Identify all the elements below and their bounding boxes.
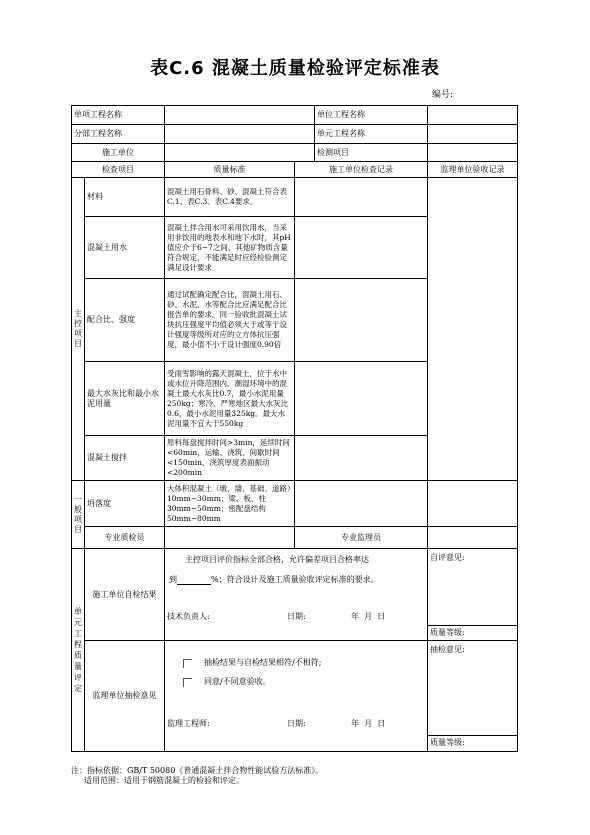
supervisor-engineer-sign-label: 监理工程师:: [167, 719, 210, 728]
evaluation-table: [71, 105, 518, 752]
col-standard: 质量标准: [165, 162, 295, 178]
spot-option1: 抽检结果与自检结果相符/不相符;: [183, 658, 321, 668]
spot-check-label: 监理单位抽检意见: [85, 641, 165, 752]
row-record-slump[interactable]: [295, 481, 428, 527]
row-item-water: 混凝土用水: [85, 217, 165, 279]
spot-option2: 同意/不同意验收。: [183, 677, 271, 687]
constructor-label: 施工单位: [72, 144, 165, 162]
main-group-label: 主 控 项 目: [72, 178, 85, 481]
supervisor-engineer-value[interactable]: [428, 527, 518, 549]
inspection-item-value[interactable]: [428, 144, 518, 162]
self-check-date-label: 日期:: [287, 612, 306, 621]
row-item-mixing: 混凝土搅拌: [85, 436, 165, 481]
doc-number-label: 编号:: [432, 90, 454, 100]
col-check-item: 检查项目: [72, 162, 165, 178]
division-value[interactable]: [165, 125, 315, 144]
evaluation-group-label: 单 元 工 程 质 量 评 定: [72, 549, 85, 752]
self-check-label: 施工单位自检结果: [85, 549, 165, 641]
row-record-materials[interactable]: [295, 178, 428, 217]
general-group-label: 一 般 项 目: [72, 481, 85, 549]
note-line1: 注：指标依据：GB/T 50080《普通混凝土拌合物性能试验方法标准》。: [71, 766, 324, 775]
row-standard-slump: 大体积混凝土（墩、墙、基础、道路）10mm~30mm；梁、板、柱30mm~50mm；密配盘结构50mm~80mm: [165, 481, 295, 527]
spot-check-content: [165, 641, 428, 752]
supervisor-record-general[interactable]: [428, 481, 518, 527]
option2-checkbox[interactable]: [183, 678, 192, 687]
row-standard-materials: 混凝土用石骨料、砂、混凝土符合表C.1、表C.3、表C.4要求。: [165, 178, 295, 217]
self-quality-grade-label: 质量等级:: [428, 625, 518, 640]
division-label: 分部工程名称: [72, 125, 165, 144]
pass-rate-blank[interactable]: [177, 576, 211, 585]
supervisor-engineer-label: 专业监理员: [295, 527, 428, 549]
quality-inspector-value[interactable]: [165, 527, 295, 549]
self-check-ymd: 年 月 日: [351, 612, 386, 621]
self-opinion-cell[interactable]: [428, 549, 518, 626]
sub-unit-project-label: 单位工程名称: [315, 106, 428, 125]
supervisor-record-main[interactable]: [428, 178, 518, 481]
row-record-mixing[interactable]: [295, 436, 428, 481]
row-item-materials: 材料: [85, 178, 165, 217]
col-supervisor-record: 监理单位验收记录: [428, 162, 518, 178]
spot-opinion-cell[interactable]: [428, 641, 518, 736]
element-label: 单元工程名称: [315, 125, 428, 144]
self-check-content: [165, 549, 428, 641]
element-value[interactable]: [428, 125, 518, 144]
row-record-water[interactable]: [295, 217, 428, 279]
sub-unit-project-value[interactable]: [428, 106, 518, 125]
row-record-mix-strength[interactable]: [295, 279, 428, 362]
unit-project-value[interactable]: [165, 106, 315, 125]
spot-opinion-label: 抽检意见:: [430, 645, 465, 654]
unit-project-label: 单项工程名称: [72, 106, 165, 125]
constructor-value[interactable]: [165, 144, 315, 162]
self-opinion-label: 自评意见:: [430, 553, 465, 562]
row-item-slump: 坍落度: [85, 481, 165, 527]
quality-inspector-label: 专业质检员: [85, 527, 165, 549]
footnote: [71, 766, 517, 786]
row-record-water-cement[interactable]: [295, 362, 428, 436]
note-line2: 适用范围：适用于钢筋混凝土的检验和评定。: [84, 776, 244, 785]
row-standard-water-cement: 受雨雪影响的露天混凝土，位于水中或水位升降范围内、潮湿环境中的混凝土最大水灰比0.7，最小水泥用量250kg；寒冷、严寒地区最大水灰比0.6，最小水泥用量325kg。最大水泥用量不宜大于550kg: [165, 362, 295, 436]
row-standard-mixing: 原料每盘搅拌时间>3min，延续时间<60min，运输、浇筑、间歇时间<150min，浇筑厚度表面振动<200min: [165, 436, 295, 481]
tech-lead-label: 技术负责人:: [167, 612, 210, 621]
spot-quality-grade-label: 质量等级:: [428, 735, 518, 751]
page-title: 表C.6 混凝土质量检验评定标准表: [150, 58, 440, 79]
self-check-line1: 主控项目评价指标全部合格，允许偏差项目合格率达: [185, 555, 369, 564]
inspection-item-label: 检测项目: [315, 144, 428, 162]
row-item-mix-strength: 配合比、强度: [85, 279, 165, 362]
option1-checkbox[interactable]: [183, 659, 192, 668]
spot-check-ymd: 年 月 日: [351, 719, 386, 728]
row-item-water-cement: 最大水灰比和最小水泥用量: [85, 362, 165, 436]
self-check-line2: 到 %；符合设计及施工质量验收评定标准的要求。: [169, 575, 379, 584]
spot-check-date-label: 日期:: [287, 719, 306, 728]
col-constructor-record: 施工单位检查记录: [295, 162, 428, 178]
row-standard-water: 混凝土拌合用水可采用饮用水，当采用非饮用的地表水和地下水时，其pH值应介于6~7之间，其他矿物质含量符合规定，不能满足时应经检验测定满足设计要求: [165, 217, 295, 279]
row-standard-mix-strength: 通过试配确定配合比，混凝土用石、砂、水泥、水等配合比应满足配合比报告单的要求。同一验收批混凝土试块抗压强度平均值必须大于或等于设计强度等级所对应的立方体抗压强度，最小值不小于设计强度0.90倍: [165, 279, 295, 362]
